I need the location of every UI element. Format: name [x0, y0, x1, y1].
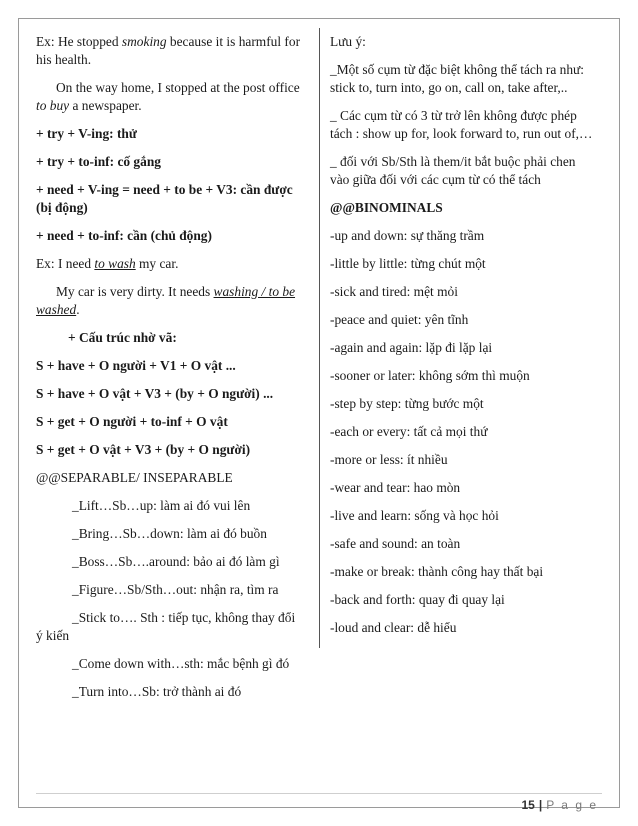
page-footer [521, 798, 598, 812]
binominal-item: -loud and clear: dễ hiểu [330, 620, 457, 635]
binominal-item: -live and learn: sống và học hỏi [330, 508, 499, 523]
rule-try-ving: + try + V-ing: thử [36, 126, 137, 141]
binominal-item: -sooner or later: không sớm thì muộn [330, 368, 530, 383]
rule-need-ving: + need + V-ing = need + to be + V3: cần được (bị động) [36, 182, 293, 215]
example-stop-smoking: Ex: He stopped smoking because it is harmful for his health. [36, 34, 301, 67]
binominal-item: -again and again: lặp đi lặp lại [330, 340, 493, 355]
separable-heading: @@SEPARABLE/ INSEPARABLE [36, 470, 233, 485]
rule-need-toinf: + need + to-inf: cần (chủ động) [36, 228, 212, 243]
page-number: 15 [521, 798, 535, 812]
right-column [330, 33, 598, 647]
note-1: _Một số cụm từ đặc biệt không thể tách ra như: stick to, turn into, go on, call on, take after,.. [330, 62, 585, 95]
footer-separator: | [538, 798, 543, 812]
binominal-item: -peace and quiet: yên tĩnh [330, 312, 469, 327]
example-needs-washing: My car is very dirty. It needs washing / to be washed. [36, 284, 296, 317]
page-label: P a g e [546, 798, 598, 812]
binominal-item: -step by step: từng bước một [330, 396, 484, 411]
phrasal-item: _Lift…Sb…up: làm ai đó vui lên [72, 498, 251, 513]
binominal-item: -up and down: sự thăng trầm [330, 228, 485, 243]
binominal-item: -wear and tear: hao mòn [330, 480, 461, 495]
causative-rule-4: S + get + O vật + V3 + (by + O người) [36, 442, 251, 457]
binominal-item: -safe and sound: an toàn [330, 536, 461, 551]
causative-rule-1: S + have + O người + V1 + O vật ... [36, 358, 236, 373]
binominal-item: -little by little: từng chút một [330, 256, 486, 271]
phrasal-item: _Figure…Sb/Sth…out: nhận ra, tìm ra [72, 582, 279, 597]
phrasal-item-stick-to: _Stick to…. Sth : tiếp tục, không thay đổi ý kiến [36, 610, 296, 643]
note-3: _ đối với Sb/Sth là them/it bắt buộc phải chen vào giữa đối với các cụm từ có thể tách [330, 154, 576, 187]
phrasal-item: _Boss…Sb….around: bảo ai đó làm gì [72, 554, 280, 569]
causative-heading: + Cấu trúc nhờ vã: [68, 330, 177, 345]
left-column [36, 33, 308, 711]
causative-rule-3: S + get + O người + to-inf + O vật [36, 414, 228, 429]
rule-try-toinf: + try + to-inf: cố gắng [36, 154, 161, 169]
binominals-heading: @@BINOMINALS [330, 200, 443, 215]
binominal-item: -make or break: thành công hay thất bại [330, 564, 544, 579]
example-need-to-wash: Ex: I need to wash my car. [36, 256, 179, 271]
note-heading: Lưu ý: [330, 34, 366, 49]
phrasal-item: _Bring…Sb…down: làm ai đó buồn [72, 526, 267, 541]
footer-rule [36, 793, 602, 794]
binominal-item: -more or less: ít nhiều [330, 452, 448, 467]
column-divider [319, 28, 320, 648]
phrasal-item: _Come down with…sth: mắc bệnh gì đó [72, 656, 290, 671]
phrasal-item: _Turn into…Sb: trở thành ai đó [72, 684, 242, 699]
note-2: _ Các cụm từ có 3 từ trở lên không được phép tách : show up for, look forward to, run out of,… [330, 108, 593, 141]
binominal-item: -sick and tired: mệt mỏi [330, 284, 458, 299]
causative-rule-2: S + have + O vật + V3 + (by + O người) ... [36, 386, 274, 401]
binominal-item: -each or every: tất cả mọi thứ [330, 424, 488, 439]
example-stop-to-buy: On the way home, I stopped at the post office to buy a newspaper. [36, 80, 300, 113]
binominal-item: -back and forth: quay đi quay lại [330, 592, 505, 607]
